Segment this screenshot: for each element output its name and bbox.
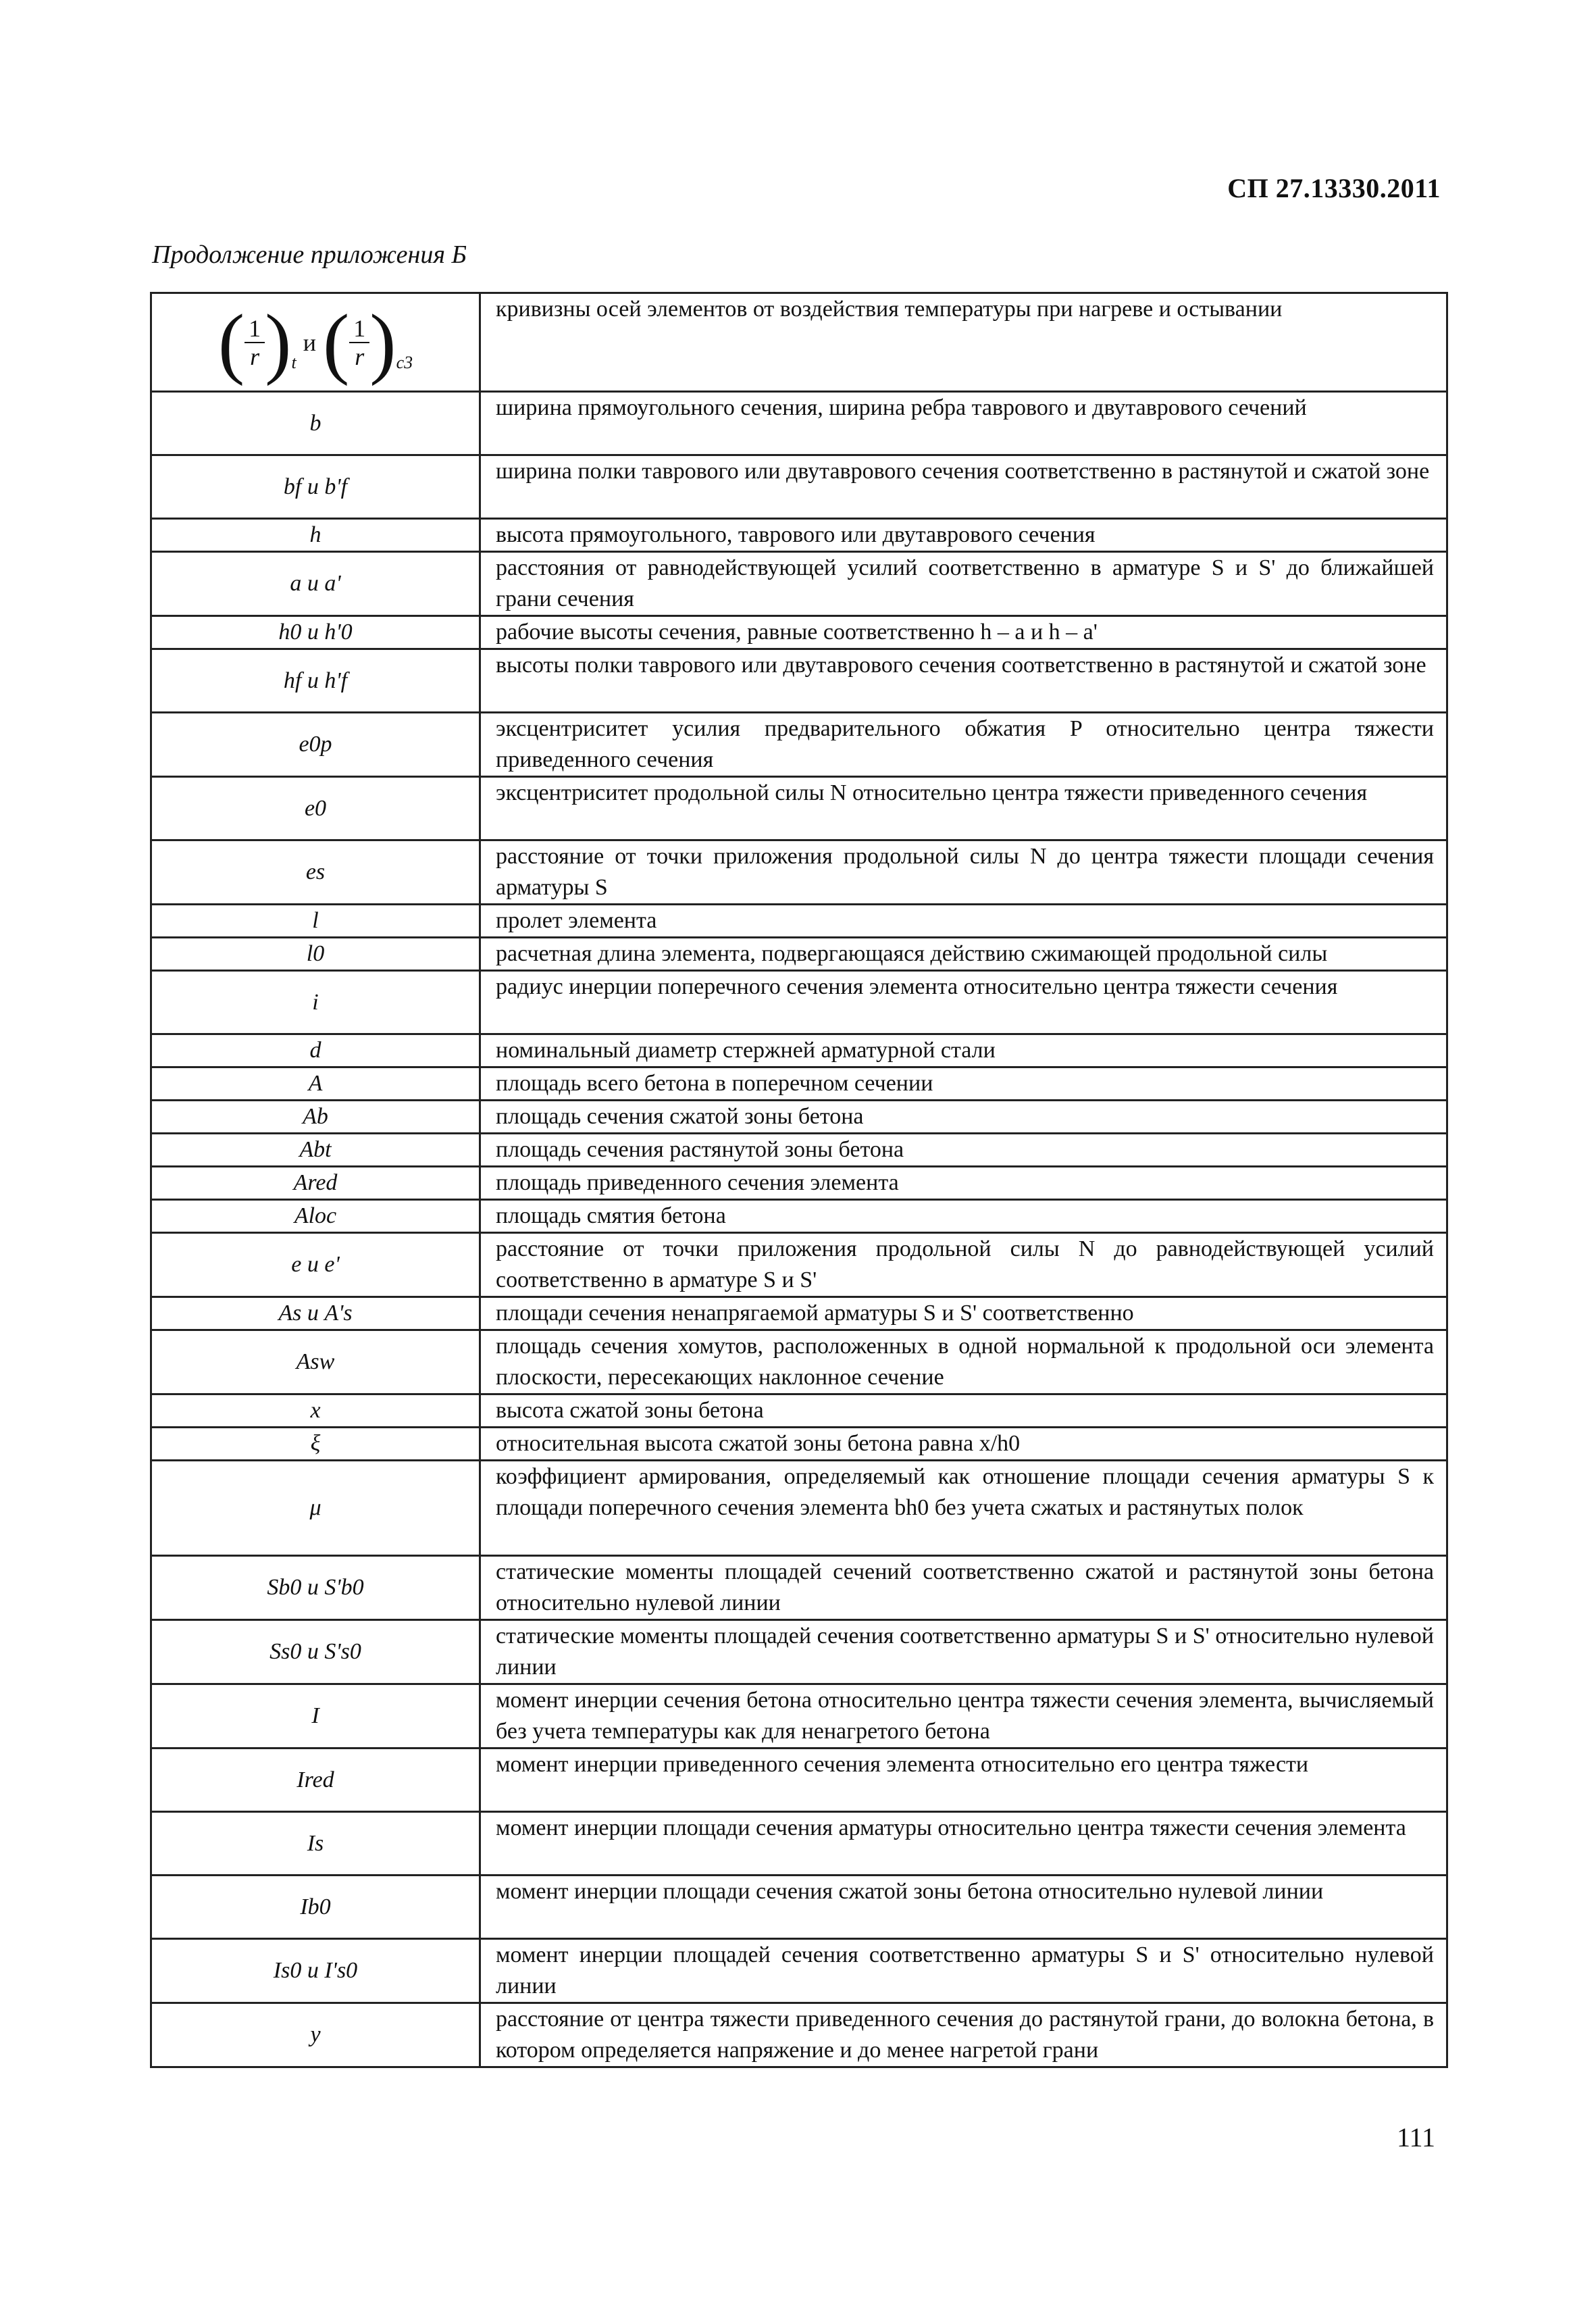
description-cell: расстояние от точки приложения продольной силы N до равнодействующей усилий соответственно в арматуре S и S' [480,1233,1447,1297]
description-cell: эксцентриситет продольной силы N относительно центра тяжести приведенного сечения [480,777,1447,840]
description-cell: площадь приведенного сечения элемента [480,1167,1447,1200]
table-row [151,649,1447,713]
symbol-cell: es [151,840,480,905]
table-row [151,1233,1447,1297]
table-row [151,713,1447,777]
table-row [151,1297,1447,1330]
symbol-cell: Sb0 и S'b0 [151,1556,480,1620]
description-cell: кривизны осей элементов от воздействия температуры при нагреве и остывании [480,293,1447,392]
table-row [151,616,1447,649]
symbol-cell: Asw [151,1330,480,1394]
table-row [151,1461,1447,1556]
description-cell: момент инерции сечения бетона относительно центра тяжести сечения элемента, вычисляемый без учета температуры как для ненагретого бетона [480,1684,1447,1749]
description-cell: площади сечения ненапрягаемой арматуры S и S' соответственно [480,1297,1447,1330]
description-cell: статические моменты площадей сечений соответственно сжатой и растянутой зоны бетона относительно нулевой линии [480,1556,1447,1620]
description-cell: высота прямоугольного, таврового или двутаврового сечения [480,519,1447,552]
description-cell: площадь всего бетона в поперечном сечении [480,1067,1447,1101]
description-cell: пролет элемента [480,905,1447,938]
symbol-cell: Ared [151,1167,480,1200]
description-cell: ширина прямоугольного сечения, ширина ребра таврового и двутаврового сечений [480,392,1447,455]
symbol-cell: Ib0 [151,1876,480,1939]
symbol-cell: x [151,1394,480,1428]
description-cell: ширина полки таврового или двутаврового сечения соответственно в растянутой и сжатой зоне [480,455,1447,519]
symbol-cell: b [151,392,480,455]
table-row [151,1200,1447,1233]
document-code: СП 27.13330.2011 [1227,173,1441,203]
symbol-cell: Ss0 и S's0 [151,1620,480,1684]
description-cell: расчетная длина элемента, подвергающаяся действию сжимающей продольной силы [480,938,1447,971]
table-row [151,1167,1447,1200]
description-cell: площадь сечения растянутой зоны бетона [480,1134,1447,1167]
symbol-cell: d [151,1034,480,1067]
symbol-cell: Ired [151,1749,480,1812]
table-row [151,1749,1447,1812]
symbol-cell: i [151,971,480,1034]
description-cell: относительная высота сжатой зоны бетона равна x/h0 [480,1428,1447,1461]
description-cell: радиус инерции поперечного сечения элемента относительно центра тяжести сечения [480,971,1447,1034]
symbol-cell: Abt [151,1134,480,1167]
table-row [151,1330,1447,1394]
table-row [151,293,1447,392]
table-row [151,840,1447,905]
symbol-cell: ξ [151,1428,480,1461]
symbol-cell: A [151,1067,480,1101]
table-row [151,1876,1447,1939]
symbol-cell: e0 [151,777,480,840]
table-row [151,392,1447,455]
description-cell: площадь смятия бетона [480,1200,1447,1233]
description-cell: расстояния от равнодействующей усилий соответственно в арматуре S и S' до ближайшей грани сечения [480,552,1447,616]
symbol-cell: e0p [151,713,480,777]
table-row [151,1939,1447,2003]
table-row [151,552,1447,616]
symbols-table [150,292,1448,2068]
table-row [151,1428,1447,1461]
symbol-cell: Is [151,1812,480,1876]
table-row [151,2003,1447,2067]
symbol-cell: μ [151,1461,480,1556]
symbol-cell: l [151,905,480,938]
table-row [151,905,1447,938]
symbol-cell: e и e' [151,1233,480,1297]
table-row [151,1684,1447,1749]
symbol-cell: Is0 и I's0 [151,1939,480,2003]
table-row [151,1620,1447,1684]
table-row [151,1067,1447,1101]
symbol-cell: Aloc [151,1200,480,1233]
description-cell: высоты полки таврового или двутаврового сечения соответственно в растянутой и сжатой зоне [480,649,1447,713]
symbol-cell: bf и b'f [151,455,480,519]
symbol-cell: l0 [151,938,480,971]
description-cell: рабочие высоты сечения, равные соответственно h – a и h – a' [480,616,1447,649]
symbol-cell: Ab [151,1101,480,1134]
description-cell: статические моменты площадей сечения соответственно арматуры S и S' относительно нулевой линии [480,1620,1447,1684]
symbol-cell: h0 и h'0 [151,616,480,649]
symbol-cell: h [151,519,480,552]
table-row [151,1394,1447,1428]
table-row [151,1812,1447,1876]
description-cell: момент инерции приведенного сечения элемента относительно его центра тяжести [480,1749,1447,1812]
continuation-caption: Продолжение приложения Б [152,241,467,269]
description-cell: площадь сечения хомутов, расположенных в одной нормальной к продольной оси элемента плоскости, пересекающих наклонное сечение [480,1330,1447,1394]
symbol-cell: y [151,2003,480,2067]
symbol-cell: As и A's [151,1297,480,1330]
table-row [151,1101,1447,1134]
symbol-cell: I [151,1684,480,1749]
description-cell: высота сжатой зоны бетона [480,1394,1447,1428]
description-cell: момент инерции площади сечения арматуры относительно центра тяжести сечения элемента [480,1812,1447,1876]
description-cell: расстояние от точки приложения продольной силы N до центра тяжести площади сечения арматуры S [480,840,1447,905]
table-row [151,971,1447,1034]
symbol-cell [151,293,480,392]
description-cell: коэффициент армирования, определяемый как отношение площади сечения арматуры S к площади поперечного сечения элемента bh0 без учета сжатых и растянутых полок [480,1461,1447,1556]
description-cell: момент инерции площадей сечения соответственно арматуры S и S' относительно нулевой линии [480,1939,1447,2003]
table-row [151,1556,1447,1620]
curvature-formula: ( $\frac{1}{r}$ ) t и ( $\frac{1}{r}$ ) c3 [217,297,413,386]
table-row [151,777,1447,840]
description-cell: эксцентриситет усилия предварительного обжатия P относительно центра тяжести приведенного сечения [480,713,1447,777]
symbol-cell: hf и h'f [151,649,480,713]
description-cell: номинальный диаметр стержней арматурной стали [480,1034,1447,1067]
table-row [151,938,1447,971]
description-cell: площадь сечения сжатой зоны бетона [480,1101,1447,1134]
table-row [151,1034,1447,1067]
page-number: 111 [1396,2122,1435,2153]
table-row [151,1134,1447,1167]
description-cell: расстояние от центра тяжести приведенного сечения до растянутой грани, до волокна бетона, в котором определяется напряжение и до менее нагретой грани [480,2003,1447,2067]
symbol-cell: a и a' [151,552,480,616]
table-row [151,455,1447,519]
table-row [151,519,1447,552]
description-cell: момент инерции площади сечения сжатой зоны бетона относительно нулевой линии [480,1876,1447,1939]
